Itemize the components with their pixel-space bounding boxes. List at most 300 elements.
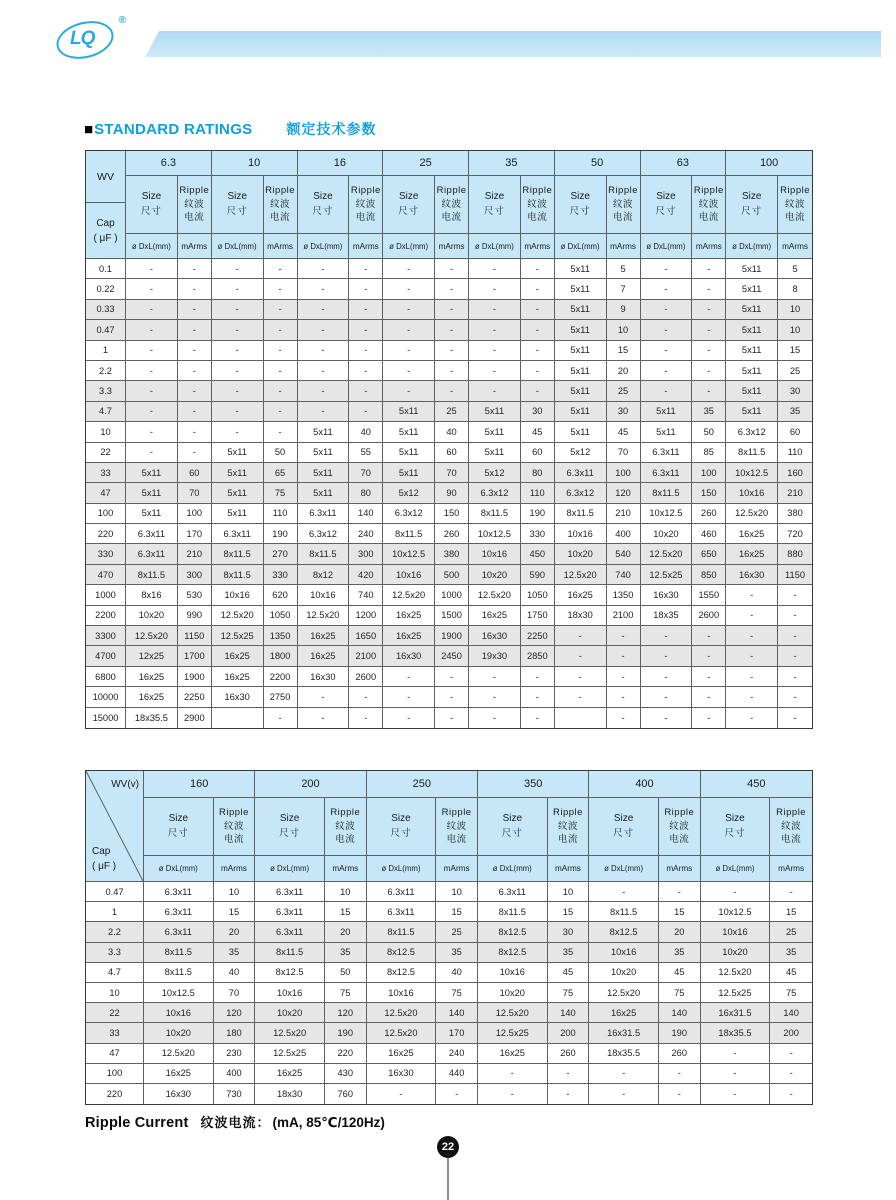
value-cell: 240 xyxy=(436,1044,478,1064)
size-unit-header: ø DxL(mm) xyxy=(212,234,264,259)
value-cell: 8x11.5 xyxy=(212,544,264,564)
value-cell: 300 xyxy=(349,544,383,564)
value-cell: 12.5x20 xyxy=(255,1023,325,1043)
size-header xyxy=(478,798,548,856)
ripple-header xyxy=(659,798,701,856)
value-cell: 10x16 xyxy=(298,585,350,605)
dash-cell: - xyxy=(383,381,435,401)
size-header xyxy=(367,798,437,856)
dash-cell: - xyxy=(212,402,264,422)
value-cell: 10x12.5 xyxy=(144,983,214,1003)
value-cell: 16x25 xyxy=(367,1044,437,1064)
ripple-label-en: Ripple xyxy=(780,184,811,196)
dash-cell: - xyxy=(178,279,212,299)
value-cell: 400 xyxy=(214,1064,256,1084)
size-label-en: Size xyxy=(391,813,411,825)
value-cell: 620 xyxy=(264,585,298,605)
size-label-zh: 尺寸 xyxy=(569,205,591,217)
size-header xyxy=(589,798,659,856)
value-cell: 2750 xyxy=(264,687,298,707)
size-label-zh: 尺寸 xyxy=(398,205,420,217)
value-cell: 10 xyxy=(778,300,812,320)
dash-cell: - xyxy=(212,300,264,320)
dash-cell: - xyxy=(521,708,555,728)
cap-value: 4.7 xyxy=(86,402,126,422)
cap-value: 2200 xyxy=(86,606,126,626)
value-cell: 110 xyxy=(778,443,812,463)
dash-cell: - xyxy=(521,320,555,340)
dash-cell: - xyxy=(298,300,350,320)
ripple-label-zh: 纹波 xyxy=(557,820,578,832)
value-cell: 8x11.5 xyxy=(144,963,214,983)
size-unit-header: ø DxL(mm) xyxy=(298,234,350,259)
value-cell: 5x11 xyxy=(555,341,607,361)
value-cell: 6.3x11 xyxy=(255,882,325,902)
value-cell: 260 xyxy=(659,1044,701,1064)
voltage-header: 350 xyxy=(478,771,589,798)
dash-cell: - xyxy=(126,259,178,279)
value-cell: 5x11 xyxy=(469,402,521,422)
value-cell: 8x12.5 xyxy=(367,943,437,963)
dash-cell: - xyxy=(726,646,778,666)
dash-cell: - xyxy=(770,1084,812,1104)
value-cell: 80 xyxy=(521,463,555,483)
value-cell: 16x30 xyxy=(641,585,693,605)
cap-value: 10 xyxy=(86,422,126,442)
size-header xyxy=(383,176,435,234)
value-cell: 5x11 xyxy=(298,443,350,463)
value-cell: 5x12 xyxy=(383,483,435,503)
voltage-header: 50 xyxy=(555,151,641,176)
value-cell: 440 xyxy=(436,1064,478,1084)
header-ribbon xyxy=(145,31,881,57)
value-cell: 8x16 xyxy=(126,585,178,605)
value-cell: 75 xyxy=(325,983,367,1003)
dash-cell: - xyxy=(383,320,435,340)
dash-cell: - xyxy=(548,1064,590,1084)
dash-cell: - xyxy=(264,320,298,340)
value-cell: 40 xyxy=(214,963,256,983)
ripple-unit-header: mArms xyxy=(264,234,298,259)
value-cell: 12.5x20 xyxy=(555,565,607,585)
table2-corner-cell xyxy=(86,771,144,882)
voltage-header: 25 xyxy=(383,151,469,176)
value-cell: 120 xyxy=(214,1003,256,1023)
value-cell: 6.3x12 xyxy=(298,524,350,544)
dash-cell: - xyxy=(692,667,726,687)
ripple-label-zh: 电流 xyxy=(441,212,462,224)
value-cell: 8x11.5 xyxy=(126,565,178,585)
cap-value: 100 xyxy=(86,504,126,524)
value-cell: 45 xyxy=(770,963,812,983)
value-cell: 8x12.5 xyxy=(255,963,325,983)
dash-cell: - xyxy=(264,422,298,442)
value-cell: 5x11 xyxy=(469,443,521,463)
ripple-label-zh: 电流 xyxy=(355,212,376,224)
dash-cell: - xyxy=(212,381,264,401)
dash-cell: - xyxy=(264,259,298,279)
value-cell: 16x25 xyxy=(298,646,350,666)
value-cell: 10x16 xyxy=(144,1003,214,1023)
value-cell: 60 xyxy=(178,463,212,483)
cap-value: 470 xyxy=(86,565,126,585)
value-cell: 1000 xyxy=(435,585,469,605)
value-cell: 760 xyxy=(325,1084,367,1104)
value-cell: 5x11 xyxy=(383,443,435,463)
size-label-zh: 尺寸 xyxy=(226,205,248,217)
empty-cell xyxy=(212,708,264,728)
value-cell: 35 xyxy=(659,943,701,963)
value-cell: 6.3x11 xyxy=(144,902,214,922)
value-cell: 5x11 xyxy=(212,504,264,524)
value-cell: 16x25 xyxy=(383,606,435,626)
value-cell: 300 xyxy=(178,565,212,585)
dash-cell: - xyxy=(692,708,726,728)
value-cell: 1700 xyxy=(178,646,212,666)
ripple-label-en: Ripple xyxy=(179,184,210,196)
value-cell: 30 xyxy=(548,922,590,942)
dash-cell: - xyxy=(178,341,212,361)
dash-cell: - xyxy=(659,1064,701,1084)
dash-cell: - xyxy=(701,1084,771,1104)
value-cell: 2100 xyxy=(349,646,383,666)
ripple-header xyxy=(607,176,641,234)
value-cell: 400 xyxy=(607,524,641,544)
value-cell: 18x35.5 xyxy=(589,1044,659,1064)
dash-cell: - xyxy=(778,708,812,728)
dash-cell: - xyxy=(264,402,298,422)
value-cell: 75 xyxy=(436,983,478,1003)
dash-cell: - xyxy=(521,687,555,707)
value-cell: 1900 xyxy=(435,626,469,646)
ripple-header xyxy=(435,176,469,234)
dash-cell: - xyxy=(212,259,264,279)
size-unit-header: ø DxL(mm) xyxy=(469,234,521,259)
value-cell: 10x12.5 xyxy=(383,544,435,564)
dash-cell: - xyxy=(435,259,469,279)
value-cell: 5x11 xyxy=(383,422,435,442)
cap-unit-text: ( μF ) xyxy=(93,232,118,244)
dash-cell: - xyxy=(521,381,555,401)
value-cell: 7 xyxy=(607,279,641,299)
value-cell: 2250 xyxy=(521,626,555,646)
dash-cell: - xyxy=(692,687,726,707)
cap-value: 220 xyxy=(86,1084,144,1104)
value-cell: 15 xyxy=(778,341,812,361)
dash-cell: - xyxy=(555,687,607,707)
value-cell: 35 xyxy=(548,943,590,963)
value-cell: 210 xyxy=(607,504,641,524)
ripple-label-en: Ripple xyxy=(693,184,724,196)
dash-cell: - xyxy=(349,687,383,707)
dash-cell: - xyxy=(178,320,212,340)
dash-cell: - xyxy=(469,361,521,381)
value-cell: 75 xyxy=(264,483,298,503)
ripple-label-zh: 纹波 xyxy=(698,198,719,210)
value-cell: 12.5x20 xyxy=(298,606,350,626)
value-cell: 5x11 xyxy=(726,361,778,381)
value-cell: 45 xyxy=(548,963,590,983)
value-cell: 8 xyxy=(778,279,812,299)
value-cell: 9 xyxy=(607,300,641,320)
size-label-en: Size xyxy=(741,191,762,203)
ripple-note-zh: 纹波电流： xyxy=(200,1115,271,1130)
value-cell: 2850 xyxy=(521,646,555,666)
value-cell: 19x30 xyxy=(469,646,521,666)
value-cell: 990 xyxy=(178,606,212,626)
value-cell: 10x20 xyxy=(478,983,548,1003)
dash-cell: - xyxy=(692,381,726,401)
dash-cell: - xyxy=(349,381,383,401)
dash-cell: - xyxy=(264,361,298,381)
value-cell: 380 xyxy=(435,544,469,564)
value-cell: 6.3x11 xyxy=(255,902,325,922)
value-cell: 10x20 xyxy=(144,1023,214,1043)
cap-label xyxy=(92,844,116,874)
dash-cell: - xyxy=(641,646,693,666)
value-cell: 100 xyxy=(692,463,726,483)
value-cell: 10x20 xyxy=(589,963,659,983)
value-cell: 190 xyxy=(659,1023,701,1043)
dash-cell: - xyxy=(178,381,212,401)
dash-cell: - xyxy=(383,361,435,381)
value-cell: 5x11 xyxy=(726,279,778,299)
value-cell: 110 xyxy=(521,483,555,503)
ripple-label-en: Ripple xyxy=(330,806,361,818)
size-label-en: Size xyxy=(168,813,189,825)
company-logo xyxy=(56,15,126,62)
dash-cell: - xyxy=(349,402,383,422)
value-cell: 8x12.5 xyxy=(478,922,548,942)
value-cell: 10x16 xyxy=(212,585,264,605)
value-cell: 5x11 xyxy=(212,463,264,483)
dash-cell: - xyxy=(641,320,693,340)
cap-value: 22 xyxy=(86,1003,144,1023)
dash-cell: - xyxy=(469,381,521,401)
size-header xyxy=(641,176,693,234)
size-header xyxy=(701,798,771,856)
value-cell: 8x11.5 xyxy=(367,922,437,942)
dash-cell: - xyxy=(435,361,469,381)
voltage-header: 400 xyxy=(589,771,700,798)
value-cell: 12.5x20 xyxy=(383,585,435,605)
value-cell: 75 xyxy=(548,983,590,1003)
value-cell: 1750 xyxy=(521,606,555,626)
value-cell: 1650 xyxy=(349,626,383,646)
dash-cell: - xyxy=(778,687,812,707)
value-cell: 6.3x12 xyxy=(726,422,778,442)
cap-value: 4.7 xyxy=(86,963,144,983)
value-cell: 5x12 xyxy=(555,443,607,463)
dash-cell: - xyxy=(641,361,693,381)
size-label-en: Size xyxy=(141,191,162,203)
value-cell: 140 xyxy=(659,1003,701,1023)
value-cell: 12.5x20 xyxy=(144,1044,214,1064)
dash-cell: - xyxy=(469,708,521,728)
dash-cell: - xyxy=(641,667,693,687)
value-cell: 8x12.5 xyxy=(589,922,659,942)
dash-cell: - xyxy=(726,606,778,626)
voltage-header: 450 xyxy=(701,771,812,798)
dash-cell: - xyxy=(589,882,659,902)
ripple-label-zh: 纹波 xyxy=(527,198,548,210)
dash-cell: - xyxy=(607,667,641,687)
dash-cell: - xyxy=(298,279,350,299)
dash-cell: - xyxy=(521,361,555,381)
dash-cell: - xyxy=(770,882,812,902)
size-header xyxy=(144,798,214,856)
value-cell: 1350 xyxy=(264,626,298,646)
value-cell: 60 xyxy=(778,422,812,442)
dash-cell: - xyxy=(726,667,778,687)
ripple-label-zh: 电流 xyxy=(335,834,356,846)
ripple-label-zh: 纹波 xyxy=(355,198,376,210)
dash-cell: - xyxy=(701,1044,771,1064)
value-cell: 10x16 xyxy=(367,983,437,1003)
dash-cell: - xyxy=(298,320,350,340)
size-label-zh: 尺寸 xyxy=(279,827,301,839)
dash-cell: - xyxy=(641,381,693,401)
value-cell: 10 xyxy=(778,320,812,340)
dash-cell: - xyxy=(178,300,212,320)
ripple-note-en: Ripple Current xyxy=(85,1115,189,1131)
ripple-label-zh: 纹波 xyxy=(184,198,205,210)
voltage-header: 6.3 xyxy=(126,151,212,176)
value-cell: 210 xyxy=(178,544,212,564)
ripple-unit-header: mArms xyxy=(178,234,212,259)
dash-cell: - xyxy=(435,341,469,361)
ripple-label-en: Ripple xyxy=(350,184,381,196)
size-label-en: Size xyxy=(656,191,676,203)
value-cell: 150 xyxy=(692,483,726,503)
value-cell: 75 xyxy=(659,983,701,1003)
dash-cell: - xyxy=(641,259,693,279)
ripple-header xyxy=(264,176,298,234)
value-cell: 2200 xyxy=(264,667,298,687)
value-cell: 170 xyxy=(436,1023,478,1043)
value-cell: 5x11 xyxy=(212,483,264,503)
logo-text: LQ xyxy=(70,28,95,49)
wv-label xyxy=(86,151,125,203)
value-cell: 18x30 xyxy=(255,1084,325,1104)
ripple-header xyxy=(770,798,812,856)
value-cell: 10x16 xyxy=(478,963,548,983)
dash-cell: - xyxy=(178,443,212,463)
dash-cell: - xyxy=(383,341,435,361)
cap-value: 0.22 xyxy=(86,279,126,299)
value-cell: 10x16 xyxy=(726,483,778,503)
value-cell: 10x16 xyxy=(589,943,659,963)
cap-value: 2.2 xyxy=(86,922,144,942)
value-cell: 16x30 xyxy=(469,626,521,646)
dash-cell: - xyxy=(641,279,693,299)
value-cell: 380 xyxy=(778,504,812,524)
value-cell: 120 xyxy=(607,483,641,503)
value-cell: 10x20 xyxy=(126,606,178,626)
dash-cell: - xyxy=(521,341,555,361)
value-cell: 1150 xyxy=(778,565,812,585)
dash-cell: - xyxy=(692,259,726,279)
cap-value: 0.1 xyxy=(86,259,126,279)
cap-value: 22 xyxy=(86,443,126,463)
value-cell: 450 xyxy=(521,544,555,564)
dash-cell: - xyxy=(607,646,641,666)
value-cell: 6.3x11 xyxy=(641,443,693,463)
dash-cell: - xyxy=(641,300,693,320)
ripple-label-en: Ripple xyxy=(522,184,553,196)
value-cell: 12.5x25 xyxy=(701,983,771,1003)
dash-cell: - xyxy=(349,259,383,279)
value-cell: 2100 xyxy=(607,606,641,626)
value-cell: 170 xyxy=(178,524,212,544)
value-cell: 8x11.5 xyxy=(144,943,214,963)
size-label-zh: 尺寸 xyxy=(312,205,334,217)
ripple-unit-header: mArms xyxy=(349,234,383,259)
cap-value: 1 xyxy=(86,902,144,922)
value-cell: 140 xyxy=(770,1003,812,1023)
empty-cell xyxy=(555,708,607,728)
value-cell: 5x11 xyxy=(298,483,350,503)
ripple-label-zh: 纹波 xyxy=(335,820,356,832)
ripple-label-zh: 电流 xyxy=(223,834,244,846)
value-cell: 10x12.5 xyxy=(701,902,771,922)
size-label-en: Size xyxy=(502,813,523,825)
value-cell: 5x11 xyxy=(726,402,778,422)
dash-cell: - xyxy=(641,626,693,646)
value-cell: 5x12 xyxy=(469,463,521,483)
cap-value: 0.33 xyxy=(86,300,126,320)
value-cell: 10x16 xyxy=(469,544,521,564)
dash-cell: - xyxy=(435,381,469,401)
value-cell: 16x25 xyxy=(469,606,521,626)
ripple-unit-header: mArms xyxy=(435,234,469,259)
dash-cell: - xyxy=(435,300,469,320)
value-cell: 12.5x20 xyxy=(126,626,178,646)
dash-cell: - xyxy=(607,626,641,646)
value-cell: 40 xyxy=(435,422,469,442)
cap-value: 10 xyxy=(86,983,144,1003)
value-cell: 270 xyxy=(264,544,298,564)
cap-value: 330 xyxy=(86,544,126,564)
ripple-header xyxy=(436,798,478,856)
value-cell: 10x12.5 xyxy=(726,463,778,483)
dash-cell: - xyxy=(349,279,383,299)
dash-cell: - xyxy=(264,341,298,361)
value-cell: 2450 xyxy=(435,646,469,666)
value-cell: 30 xyxy=(778,381,812,401)
ripple-label-zh: 纹波 xyxy=(785,198,806,210)
section-marker-icon: ■ xyxy=(84,120,94,138)
dash-cell: - xyxy=(264,279,298,299)
value-cell: 12.5x20 xyxy=(589,983,659,1003)
cap-unit-text: ( μF ) xyxy=(92,861,117,872)
ripple-label-en: Ripple xyxy=(218,806,249,818)
value-cell: 5x11 xyxy=(555,402,607,422)
value-cell: 8x11.5 xyxy=(469,504,521,524)
value-cell: 330 xyxy=(521,524,555,544)
value-cell: 100 xyxy=(178,504,212,524)
ripple-unit-header: mArms xyxy=(214,856,256,882)
dash-cell: - xyxy=(770,1044,812,1064)
ripple-label-zh: 电流 xyxy=(270,212,291,224)
standard-ratings-table-high-voltage xyxy=(85,770,813,1105)
value-cell: 100 xyxy=(607,463,641,483)
ripple-header xyxy=(521,176,555,234)
value-cell: 50 xyxy=(692,422,726,442)
value-cell: 40 xyxy=(349,422,383,442)
dash-cell: - xyxy=(298,259,350,279)
value-cell: 35 xyxy=(692,402,726,422)
